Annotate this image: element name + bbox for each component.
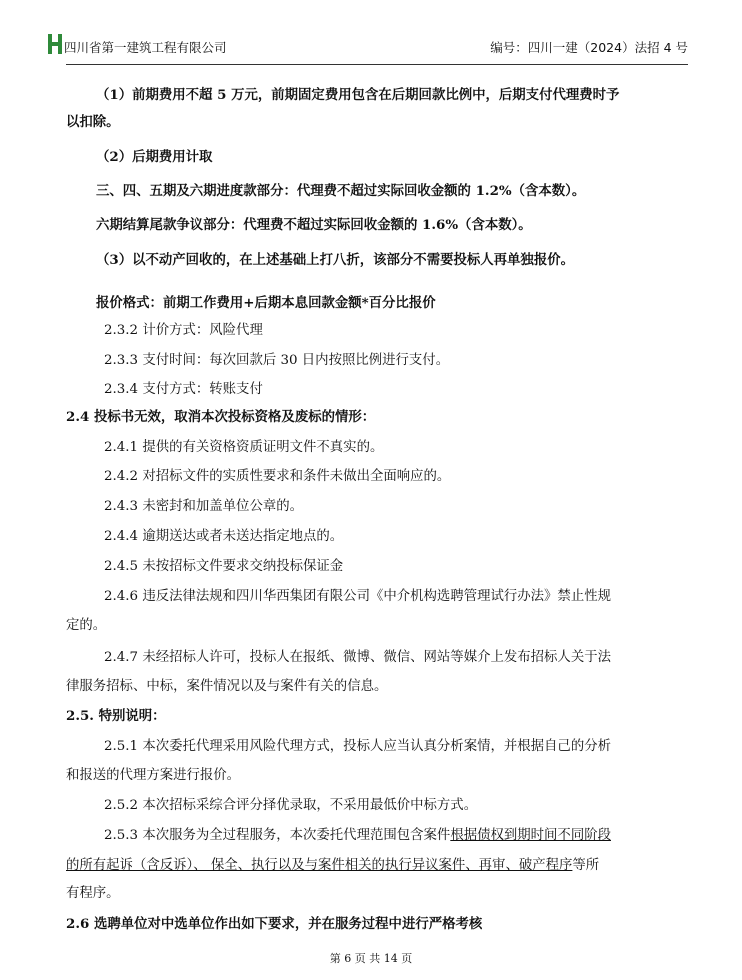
- text-line: （1）前期费用不超 5 万元，前期固定费用包含在后期回款比例中，后期支付代理费时予: [96, 87, 620, 103]
- text-line: 2.4.1 提供的有关资格资质证明文件不真实的。: [104, 440, 384, 455]
- text-line: 定的。: [66, 618, 107, 633]
- text-line: 2.4.5 未按招标文件要求交纳投标保证金: [104, 559, 344, 574]
- text-line: 2.3.4 支付方式：转账支付: [104, 382, 263, 397]
- text-line: （3）以不动产回收的，在上述基础上打八折，该部分不需要投标人再单独报价。: [96, 252, 574, 268]
- text-line: 2.3.2 计价方式：风险代理: [104, 323, 263, 338]
- text-line: 三、四、五期及六期进度款部分：代理费不超过实际回收金额的 1.2%（含本数）。: [96, 183, 586, 199]
- text-line: 和报送的代理方案进行报价。: [66, 768, 241, 783]
- text-line: 2.4.6 违反法律法规和四川华西集团有限公司《中介机构选聘管理试行办法》禁止性规: [104, 589, 611, 604]
- text-line: [66, 854, 599, 873]
- text-line: 2.5.2 本次招标采综合评分择优录取，不采用最低价中标方式。: [104, 798, 478, 813]
- text-line: 有程序。: [66, 886, 120, 901]
- text-line: （2）后期费用计取: [96, 149, 213, 165]
- underlined-text: 根据债权到期时间不同阶段: [450, 828, 611, 843]
- text-segment: 等所: [572, 858, 600, 873]
- section-heading: 2.4 投标书无效，取消本次投标资格及废标的情形：: [66, 409, 376, 425]
- page-header: [48, 32, 688, 60]
- text-line: 律服务招标、中标，案件情况以及与案件有关的信息。: [66, 679, 388, 694]
- company-logo: [48, 34, 62, 54]
- text-line: 2.4.7 未经招标人许可，投标人在报纸、微博、微信、网站等媒介上发布招标人关于法: [104, 650, 611, 665]
- document-number: 编号：四川一建（2024）法招 4 号: [490, 40, 688, 55]
- text-segment: 2.5.3 本次服务为全过程服务，本次委托代理范围包含案件: [104, 828, 451, 843]
- text-line: 2.4.4 逾期送达或者未送达指定地点的。: [104, 529, 344, 544]
- page-footer: 第 6 页 共 14 页: [329, 952, 413, 965]
- company-name: 四川省第一建筑工程有限公司: [64, 40, 227, 55]
- text-line: [104, 824, 611, 843]
- text-line: 2.5.1 本次委托代理采用风险代理方式，投标人应当认真分析案情，并根据自己的分析: [104, 739, 611, 754]
- text-line: 2.4.3 未密封和加盖单位公章的。: [104, 499, 304, 514]
- section-heading: 2.6 选聘单位对中选单位作出如下要求，并在服务过程中进行严格考核: [66, 916, 483, 932]
- text-line: 2.4.2 对招标文件的实质性要求和条件未做出全面响应的。: [104, 469, 451, 484]
- section-heading: 2.5. 特别说明：: [66, 708, 166, 724]
- text-line: 报价格式：前期工作费用+后期本息回款金额*百分比报价: [96, 295, 436, 311]
- text-line: 以扣除。: [66, 114, 120, 130]
- underlined-text: 的所有起诉（含反诉）、 保全、执行以及与案件相关的执行异议案件、再审、破产程序: [66, 858, 573, 873]
- text-line: 2.3.3 支付时间：每次回款后 30 日内按照比例进行支付。: [104, 353, 450, 368]
- text-line: 六期结算尾款争议部分：代理费不超过实际回收金额的 1.6%（含本数）。: [96, 217, 532, 233]
- header-rule: [66, 64, 688, 65]
